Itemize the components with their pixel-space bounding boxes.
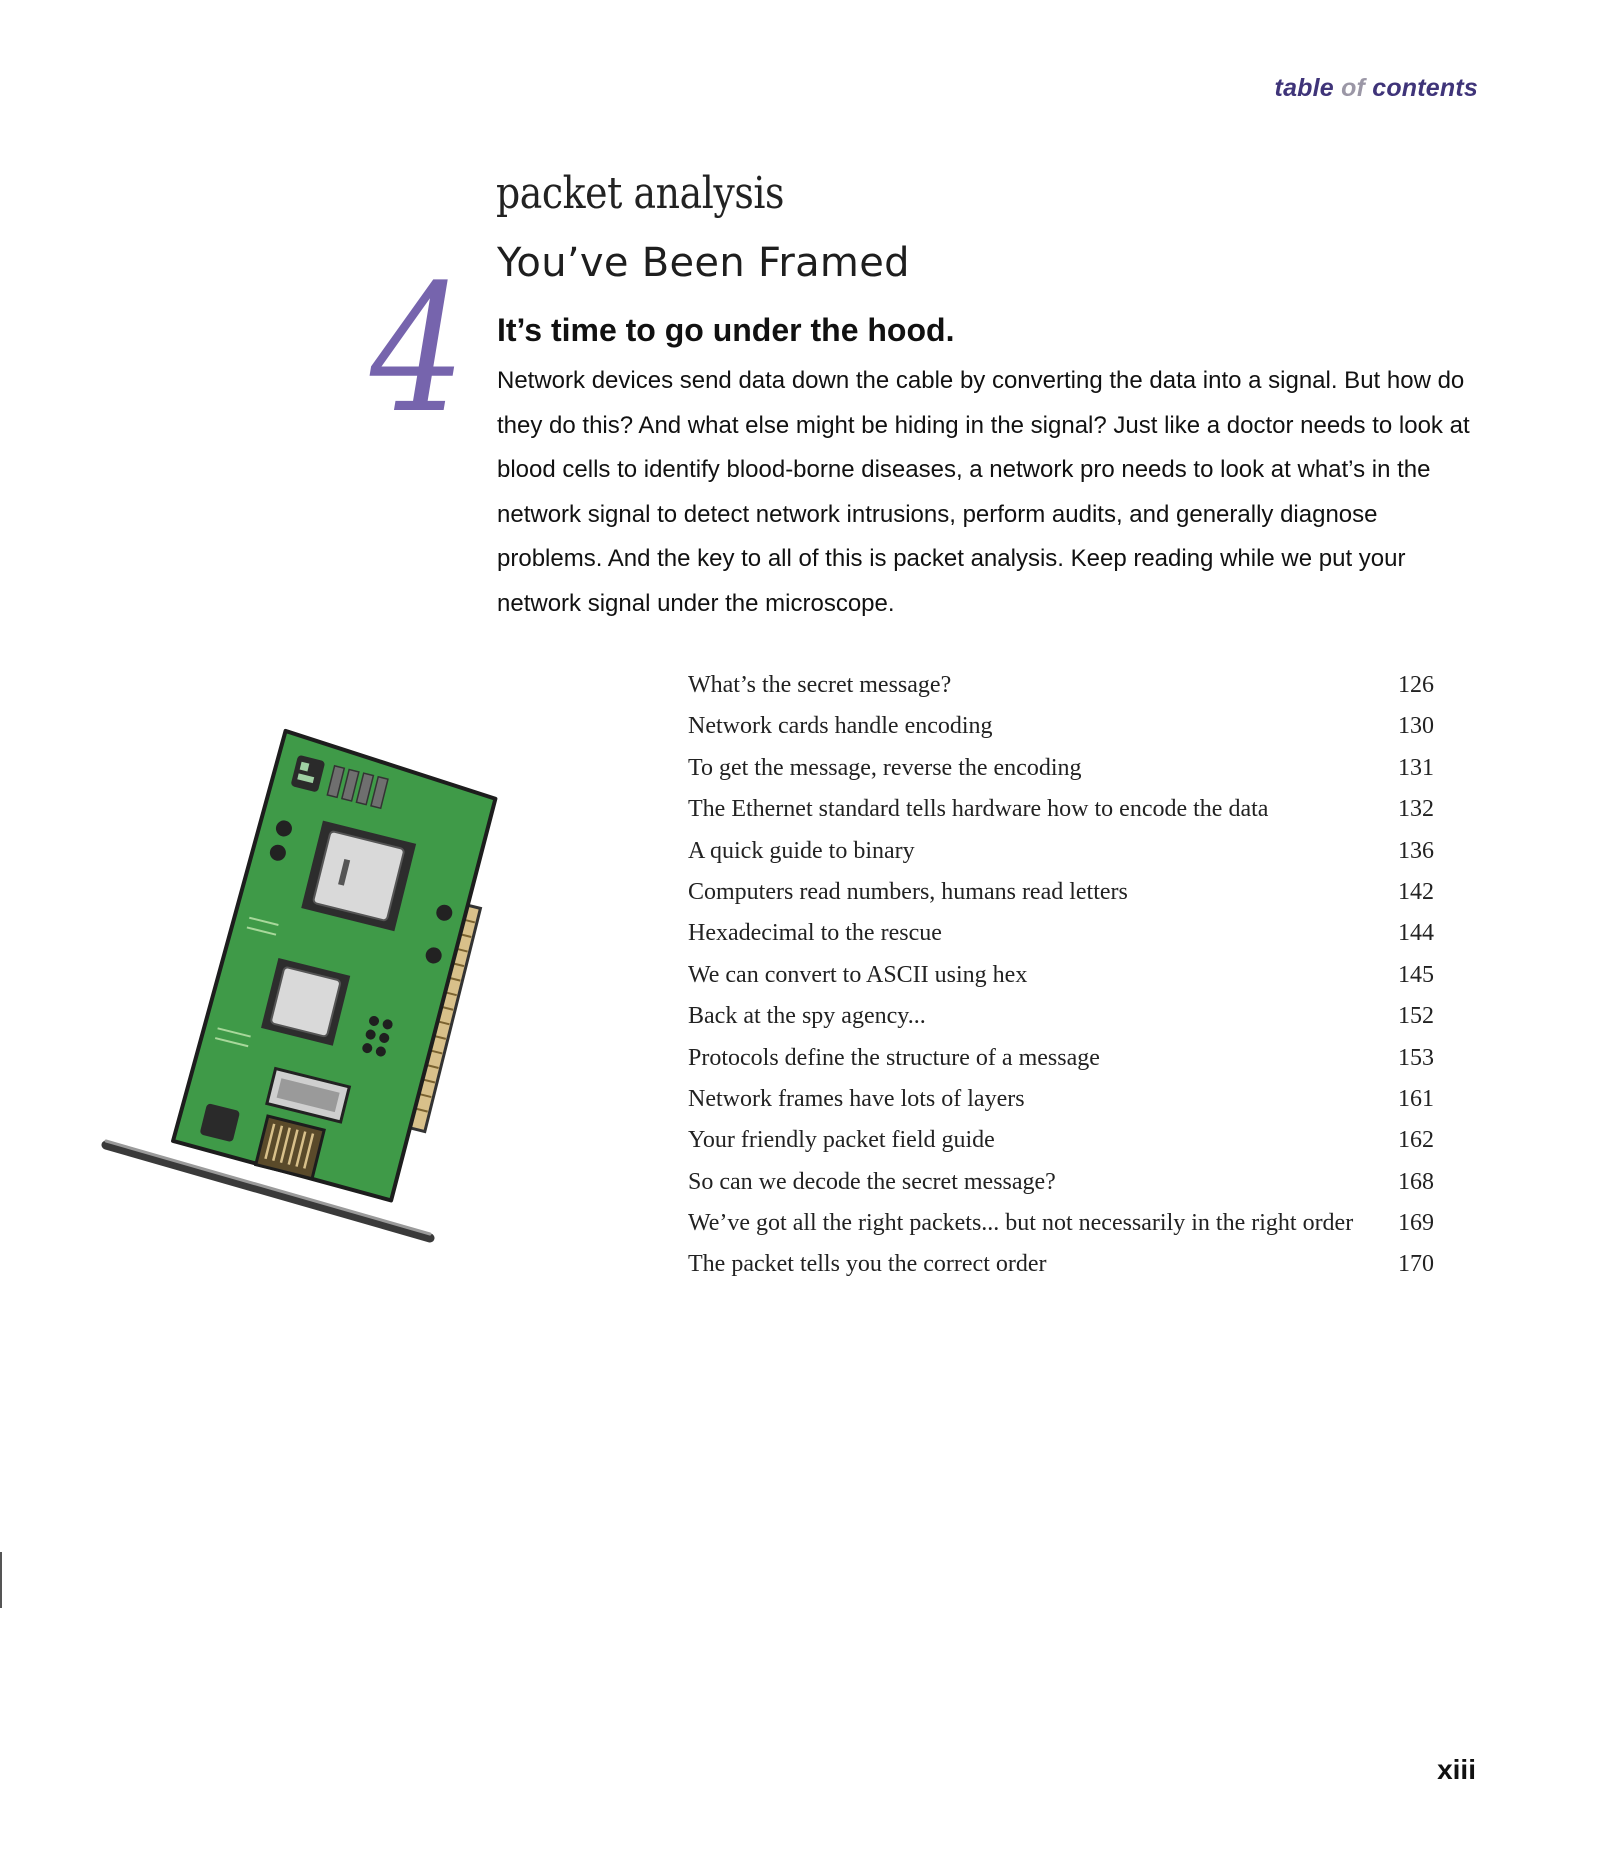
toc-entry[interactable] <box>688 920 1434 961</box>
toc-entry-page: 170 <box>1398 1251 1434 1278</box>
toc-entry[interactable] <box>688 1003 1434 1044</box>
page-number: xiii <box>1437 1754 1476 1785</box>
toc-entry-title: Your friendly packet field guide <box>688 1127 995 1154</box>
toc-entry-page: 130 <box>1398 713 1434 740</box>
toc-entry-title: The Ethernet standard tells hardware how to encode the data <box>688 796 1269 823</box>
toc-entry[interactable] <box>688 1210 1434 1251</box>
toc-entry[interactable] <box>688 713 1434 754</box>
toc-entry[interactable] <box>688 1127 1434 1168</box>
toc-entry-page: 132 <box>1398 796 1434 823</box>
toc-entry-title: Protocols define the structure of a message <box>688 1044 1100 1071</box>
toc-entry-title: Back at the spy agency... <box>688 1003 926 1030</box>
chapter-topic: packet analysis <box>496 168 784 219</box>
toc-entry[interactable] <box>688 879 1434 920</box>
toc-entry-page: 126 <box>1398 672 1434 698</box>
running-header-contents: contents <box>1372 74 1478 102</box>
toc-entry-page: 145 <box>1398 961 1434 988</box>
toc-entry-title: A quick guide to binary <box>688 837 915 864</box>
toc-entry-page: 168 <box>1398 1168 1434 1195</box>
network-card-icon <box>100 705 510 1265</box>
toc-entry-page: 169 <box>1398 1210 1434 1237</box>
toc-entry-title: Network frames have lots of layers <box>688 1085 1025 1112</box>
toc-entry-title: We can convert to ASCII using hex <box>688 961 1028 988</box>
toc-entry[interactable] <box>688 1045 1434 1086</box>
running-header-table: table <box>1274 74 1334 102</box>
toc-entry-title: Network cards handle encoding <box>688 713 993 740</box>
toc-entry-page: 144 <box>1398 920 1434 947</box>
toc-entry-title: The packet tells you the correct order <box>688 1251 1047 1278</box>
toc-entry[interactable] <box>688 1086 1434 1127</box>
toc-entry-page: 153 <box>1398 1044 1434 1071</box>
toc-entry-title: What’s the secret message? <box>688 672 952 698</box>
chapter-intro: Network devices send data down the cable by converting the data into a signal. But how do they do this? And what else might be hiding in the signal? Just like a doctor needs to look at blood cells to identify blood-borne diseases, a network pro needs to look at what’s in the network signal to detect network intrusions, perform audits, and generally diagnose problems. And the key to all of this is packet analysis. Keep reading while we put your network signal under the microscope. <box>497 367 1470 617</box>
toc-list <box>688 672 1434 1293</box>
toc-entry[interactable] <box>688 1251 1434 1292</box>
toc-entry[interactable] <box>688 838 1434 879</box>
toc-entry[interactable] <box>688 1169 1434 1210</box>
toc-entry-page: 162 <box>1398 1127 1434 1154</box>
page-edge-mark <box>0 1552 2 1608</box>
toc-entry-title: So can we decode the secret message? <box>688 1168 1056 1195</box>
toc-entry-page: 136 <box>1398 837 1434 864</box>
toc-entry-title: Hexadecimal to the rescue <box>688 920 942 947</box>
toc-entry[interactable] <box>688 672 1434 713</box>
running-header-of: of <box>1341 74 1366 102</box>
toc-entry-page: 152 <box>1398 1003 1434 1030</box>
toc-entry-title: Computers read numbers, humans read letters <box>688 878 1128 905</box>
chapter-title: You’ve Been Framed <box>497 240 910 286</box>
chapter-number: 4 <box>370 247 466 452</box>
toc-entry-page: 161 <box>1398 1085 1434 1112</box>
toc-entry[interactable] <box>688 962 1434 1003</box>
toc-entry-page: 142 <box>1398 878 1434 905</box>
running-header <box>1275 74 1478 103</box>
toc-entry[interactable] <box>688 796 1434 837</box>
toc-entry-title: We’ve got all the right packets... but not necessarily in the right order <box>688 1210 1354 1237</box>
chapter-subtitle: It’s time to go under the hood. <box>497 312 955 348</box>
toc-entry-title: To get the message, reverse the encoding <box>688 754 1082 781</box>
toc-entry[interactable] <box>688 755 1434 796</box>
toc-entry-page: 131 <box>1398 754 1434 781</box>
